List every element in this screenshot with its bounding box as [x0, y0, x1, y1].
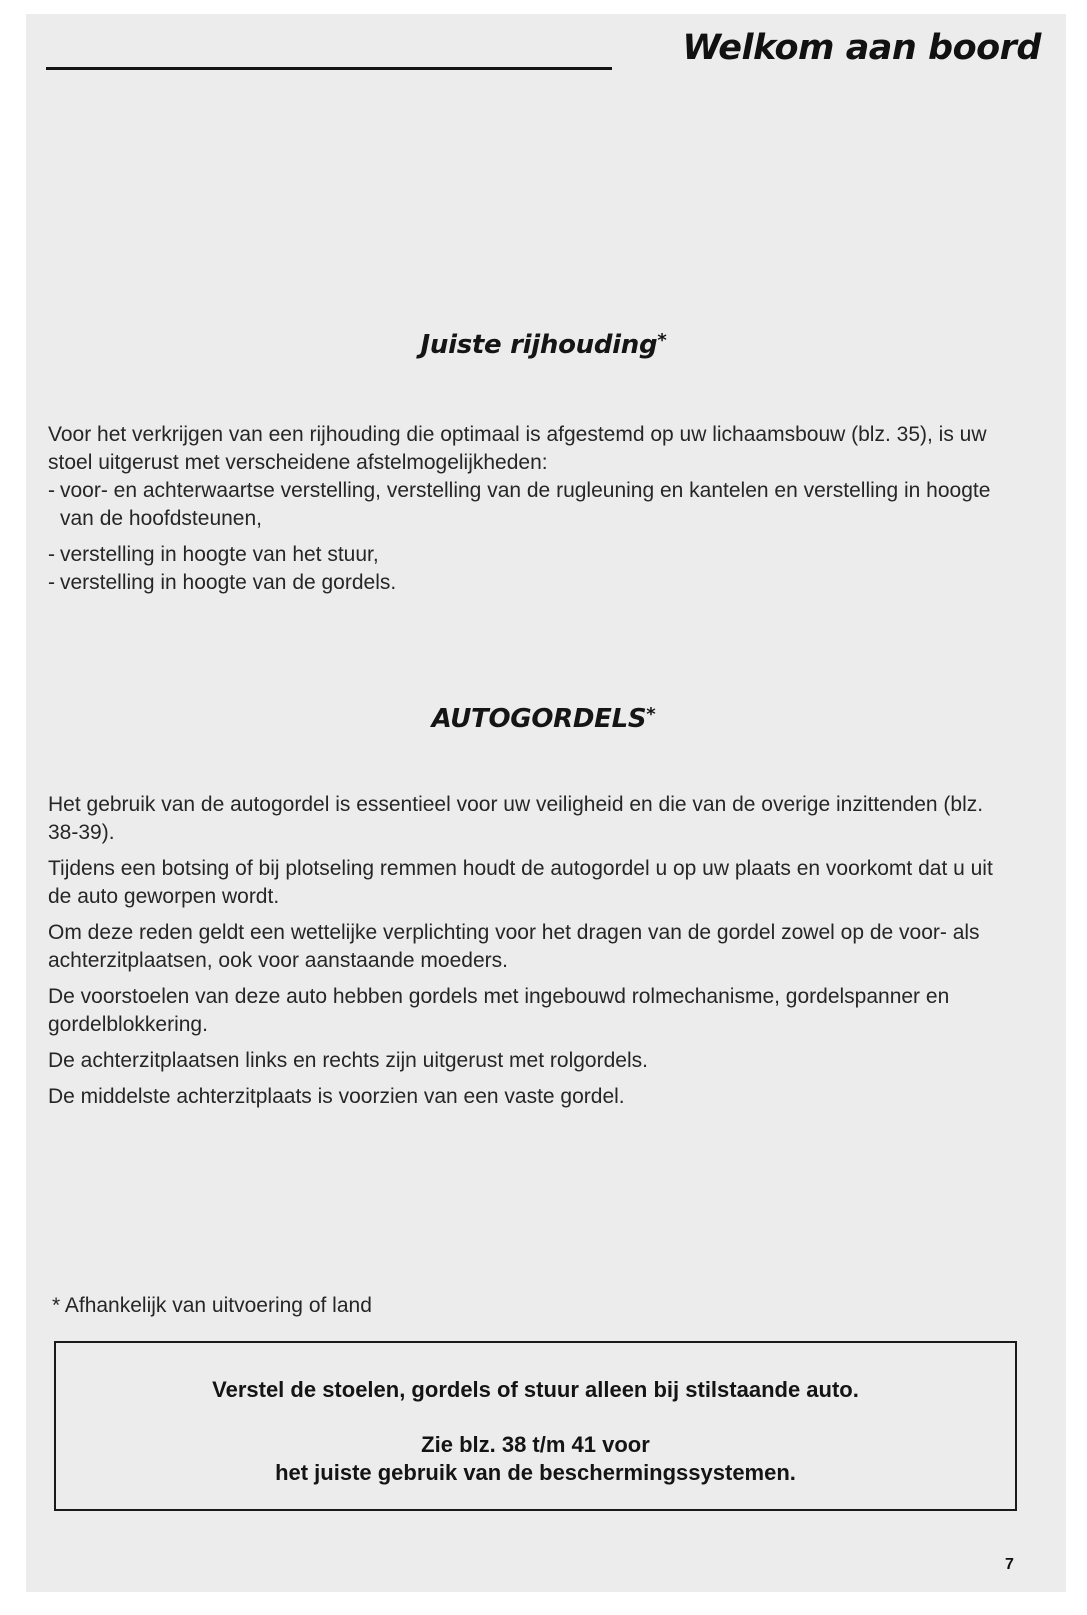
section-title-driving-position	[0, 330, 1087, 360]
driving-position-text	[48, 421, 1018, 597]
section-title-seatbelts	[0, 704, 1087, 734]
page-number: 7	[1005, 1556, 1014, 1573]
warning-line-2b: het juiste gebruik van de beschermingssystemen.	[275, 1460, 796, 1485]
warning-line-2	[56, 1431, 1015, 1487]
warning-line-2a: Zie blz. 38 t/m 41 voor	[421, 1432, 650, 1457]
warning-line-1: Verstel de stoelen, gordels of stuur alleen bij stilstaande auto.	[212, 1377, 859, 1402]
list-item: - voor- en achterwaartse verstelling, verstelling van de rugleuning en kantelen en verstelling in hoogte van de hoofdsteunen,	[48, 479, 991, 530]
header-rule	[46, 67, 612, 70]
warning-box	[54, 1341, 1017, 1511]
page-header-title: Welkom aan boord	[682, 28, 1041, 68]
intro-paragraph: Voor het verkrijgen van een rijhouding die optimaal is afgestemd op uw lichaamsbouw (blz. 35), is uw stoel uitgerust met verscheidene afstelmogelijkheden:	[48, 423, 987, 474]
list-item: - verstelling in hoogte van de gordels.	[48, 571, 397, 594]
footnote-marker: *	[657, 330, 667, 351]
paragraph: De middelste achterzitplaats is voorzien van een vaste gordel.	[48, 1085, 625, 1108]
paragraph: De voorstoelen van deze auto hebben gordels met ingebouwd rolmechanisme, gordelspanner en gordelblokkering.	[48, 985, 950, 1036]
section-title-text: AUTOGORDELS	[431, 704, 647, 734]
seatbelts-text	[48, 791, 1018, 1111]
section-title-text: Juiste rijhouding	[420, 330, 658, 360]
list-item: - verstelling in hoogte van het stuur,	[48, 543, 379, 566]
footnote: * Afhankelijk van uitvoering of land	[52, 1294, 372, 1317]
paragraph: Het gebruik van de autogordel is essentieel voor uw veiligheid en die van de overige inzittenden (blz. 38-39).	[48, 793, 984, 844]
paragraph: De achterzitplaatsen links en rechts zijn uitgerust met rolgordels.	[48, 1049, 648, 1072]
footnote-marker: *	[646, 704, 656, 725]
paragraph: Tijdens een botsing of bij plotseling remmen houdt de autogordel u op uw plaats en voorkomt dat u uit de auto geworpen wordt.	[48, 857, 993, 908]
paragraph: Om deze reden geldt een wettelijke verplichting voor het dragen van de gordel zowel op de voor- als achterzitplaatsen, ook voor aanstaande moeders.	[48, 921, 980, 972]
